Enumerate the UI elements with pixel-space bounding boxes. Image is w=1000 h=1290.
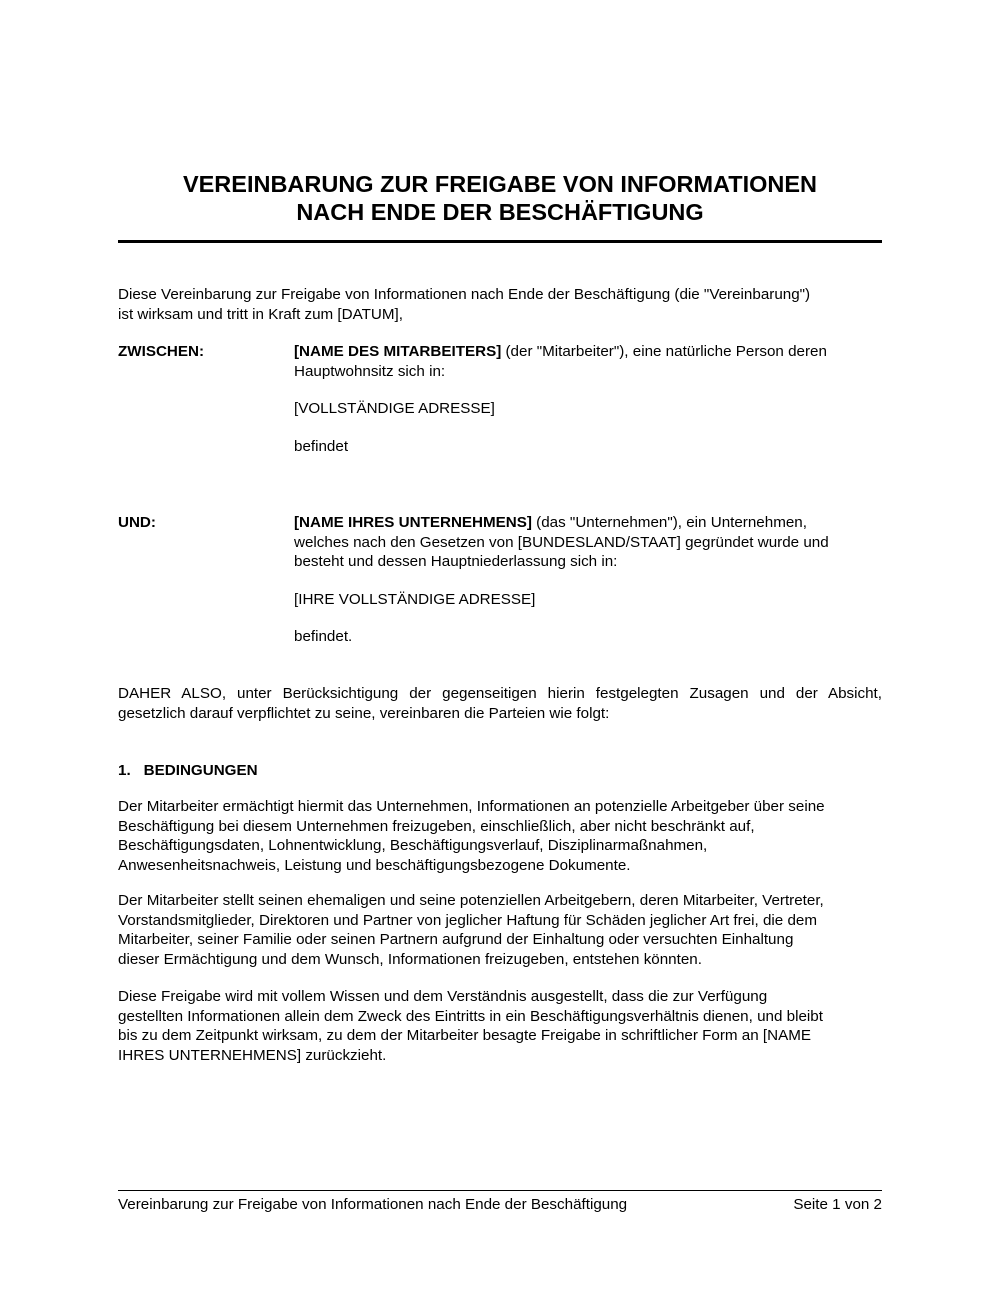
section-number: 1.	[118, 762, 131, 779]
und-label: UND:	[118, 514, 156, 531]
footer-title: Vereinbarung zur Freigabe von Informationen nach Ende der Beschäftigung	[118, 1196, 628, 1213]
section-1-paragraph-2	[118, 891, 824, 969]
text-line: Diese Vereinbarung zur Freigabe von Informationen nach Ende der Beschäftigung (die "Vereinbarung")	[118, 286, 811, 303]
text-line: IHRES UNTERNEHMENS] zurückzieht.	[118, 1046, 387, 1064]
company-party	[294, 513, 829, 647]
section-1-paragraph-3	[118, 987, 823, 1065]
section-1-heading	[118, 761, 258, 781]
company-name-placeholder: [NAME IHRES UNTERNEHMENS]	[294, 514, 532, 531]
title-line: VEREINBARUNG ZUR FREIGABE VON INFORMATIONEN	[182, 171, 818, 197]
text-line: gesetzlich darauf verpflichtet zu seine, vereinbaren die Parteien wie folgt:	[118, 704, 610, 722]
employee-name-placeholder: [NAME DES MITARBEITERS]	[294, 343, 502, 360]
title-rule	[118, 240, 882, 243]
company-address-placeholder: [IHRE VOLLSTÄNDIGE ADRESSE]	[294, 590, 536, 608]
zwischen-label: ZWISCHEN:	[118, 343, 205, 360]
text-line: welches nach den Gesetzen von [BUNDESLAND/STAAT] gegründet wurde und	[294, 533, 829, 551]
text-line: DAHER ALSO, unter Berücksichtigung der gegenseitigen hierin festgelegten Zusagen und der Absicht,	[118, 685, 882, 702]
title-line: NACH ENDE DER BESCHÄFTIGUNG	[296, 199, 704, 225]
employee-address-placeholder: [VOLLSTÄNDIGE ADRESSE]	[294, 400, 495, 417]
text-line: besteht und dessen Hauptniederlassung sich in:	[294, 553, 618, 570]
text-line: Beschäftigungsdaten, Lohnentwicklung, Beschäftigungsverlauf, Disziplinarmaßnahmen,	[118, 837, 708, 854]
text-line: Hauptwohnsitz sich in:	[294, 362, 446, 380]
page-number: Seite 1 von 2	[793, 1196, 882, 1213]
text-line: Beschäftigung bei diesem Unternehmen freizugeben, einschließlich, aber nicht beschränkt auf,	[118, 817, 755, 835]
text-line: befindet	[294, 437, 349, 455]
footer-rule	[118, 1190, 882, 1191]
employee-party	[294, 342, 827, 456]
daher-paragraph	[118, 684, 882, 723]
text-line: Mitarbeiter, seiner Familie oder seinen Partnern aufgrund der Einhaltung oder versuchten Einhaltung	[118, 931, 794, 948]
text: (das "Unternehmen"), ein Unternehmen,	[531, 514, 807, 531]
text-line: bis zu dem Zeitpunkt wirksam, zu dem der Mitarbeiter besagte Freigabe in schriftlicher Form an [NAME	[118, 1027, 811, 1044]
section-title: BEDINGUNGEN	[143, 762, 258, 779]
text-line: gestellten Informationen allein dem Zweck des Eintritts in ein Beschäftigungsverhältnis dienen, und bleibt	[118, 1007, 823, 1025]
text-line: Der Mitarbeiter stellt seinen ehemaligen und seine potenziellen Arbeitgebern, deren Mitarbeiter, Vertreter,	[118, 892, 824, 909]
text-line: befindet.	[294, 628, 353, 645]
text-line: Anwesenheitsnachweis, Leistung und beschäftigungsbezogene Dokumente.	[118, 856, 631, 874]
intro-paragraph	[118, 285, 810, 324]
text: (der "Mitarbeiter"), eine natürliche Person deren	[501, 343, 827, 360]
section-1-paragraph-1	[118, 797, 825, 875]
text-line: ist wirksam und tritt in Kraft zum [DATUM],	[118, 305, 403, 323]
text-line: Der Mitarbeiter ermächtigt hiermit das Unternehmen, Informationen an potenzielle Arbeitgeber über seine	[118, 798, 825, 815]
text-line: dieser Ermächtigung und dem Wunsch, Informationen freizugeben, entstehen könnten.	[118, 950, 702, 968]
text-line: Vorstandsmitglieder, Direktoren und Partner von jeglicher Haftung für Schäden jeglicher Art frei, die dem	[118, 911, 817, 929]
text-line: Diese Freigabe wird mit vollem Wissen und dem Verständnis ausgestellt, dass die zur Verfügung	[118, 988, 768, 1005]
document-title	[118, 170, 882, 226]
